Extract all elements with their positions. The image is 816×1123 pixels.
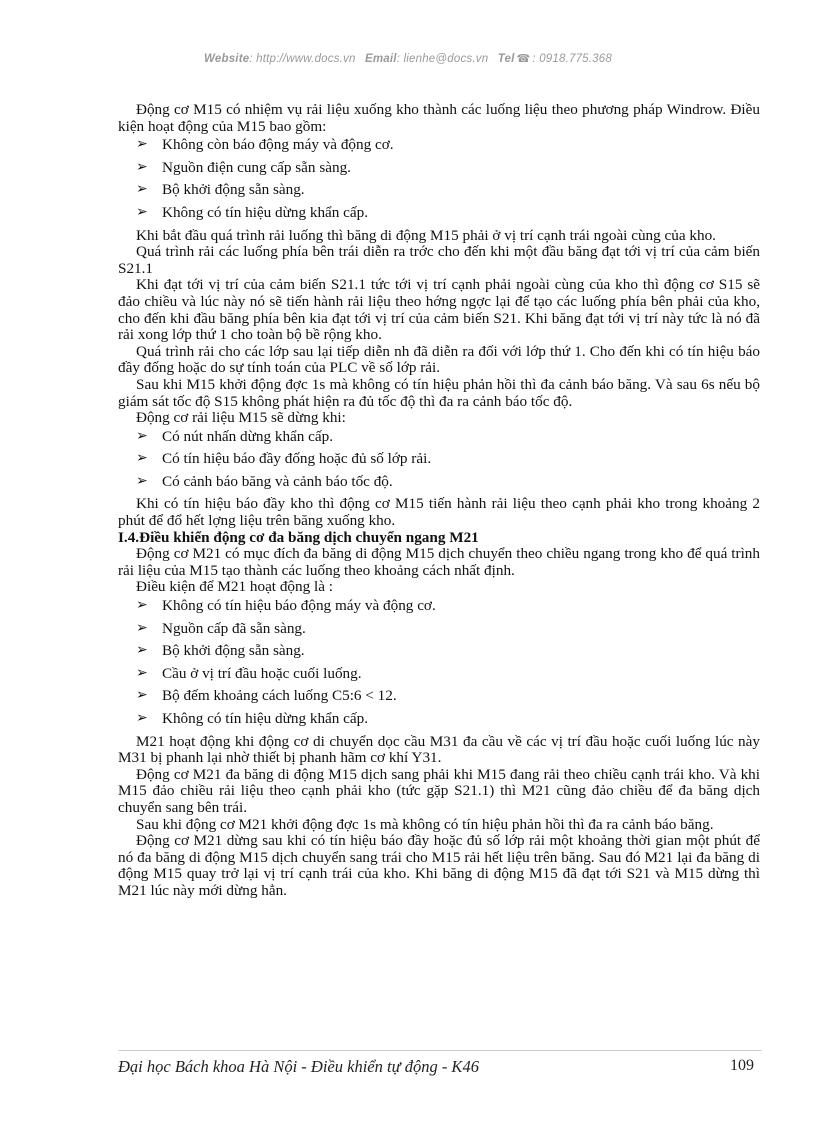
page-number: 109 [730,1057,754,1074]
email-label: Email [365,53,397,65]
paragraph-8: Khi có tín hiệu báo đầy kho thì động cơ M15 tiến hành rải liệu theo cạnh phải kho trong khoảng 2 phút để đổ hết lợng liệu trên băng xuống kho. [118,495,760,530]
arrow-bullet-icon: ➢ [136,451,148,467]
arrow-bullet-icon: ➢ [136,159,148,175]
arrow-bullet-icon: ➢ [136,182,148,198]
list-item: ➢ Nguồn điện cung cấp sẵn sàng. [136,158,351,176]
paragraph-10: Điều kiện để M21 hoạt động là : [136,578,333,596]
phone-icon: ☎ [516,53,531,65]
list-item: ➢ Không có tín hiệu dừng khẩn cấp. [136,710,369,727]
list-item: ➢ Không có tín hiệu báo động máy và động cơ. [136,597,436,615]
page-footer [118,1057,762,1077]
conditions-list-1 [118,137,760,221]
arrow-bullet-icon: ➢ [136,620,148,636]
list-item: ➢ Có cảnh báo băng và cảnh báo tốc độ. [136,472,393,490]
paragraph-3: Quá trình rải các luống phía bên trái diễn ra trớc cho đến khi một đầu băng đạt tới vị trí của cảm biến S21.1 [118,243,760,277]
arrow-bullet-icon: ➢ [136,473,148,489]
section-heading: I.4.Điều khiển động cơ đa băng dịch chuyển ngang M21 [118,528,479,546]
list-item: ➢ Có tín hiệu báo đầy đống hoặc đủ số lớp rải. [136,450,432,468]
list-item: ➢ Bộ khởi động sẵn sàng. [136,642,305,660]
arrow-bullet-icon: ➢ [136,137,148,153]
list-item: ➢ Nguồn cấp đã sẵn sàng. [136,619,306,637]
paragraph-1: Động cơ M15 có nhiệm vụ rải liệu xuống kho thành các luống liệu theo phương pháp Windrow. Điều kiện hoạt động của M15 bao gồm: [118,101,760,135]
paragraph-2: Khi bắt đầu quá trình rải luống thì băng di động M15 phải ở vị trí cạnh trái ngoài cùng của kho. [136,226,716,244]
footer-text: Đại học Bách khoa Hà Nội - Điều khiển tự động - K46 [118,1057,479,1076]
arrow-bullet-icon: ➢ [136,598,148,614]
paragraph-4: Khi đạt tới vị trí của cảm biến S21.1 tức tới vị trí cạnh phải ngoài cùng của kho thì động cơ S15 sẽ đảo chiều và lúc này nó sẽ tiến hành rải liệu theo hớng ngợc lại để tạo các luống phía bên phải của kho, cho đến khi đầu băng phía bên kia đạt tới vị trí của cảm biến S21. Khi băng đạt tới vị trí này tức là nó đã rải xong lớp thứ 1 cho toàn bộ bề rộng kho. [118,276,760,344]
document-body [118,102,760,900]
list-item: ➢ Bộ đếm khoảng cách luống C5:6 < 12. [136,687,397,705]
arrow-bullet-icon: ➢ [136,665,148,681]
footer-divider [118,1050,762,1051]
paragraph-13: Sau khi động cơ M21 khởi động đợc 1s mà không có tín hiệu phản hồi thì đa ra cảnh báo băng. [136,815,714,833]
paragraph-11: M21 hoạt động khi động cơ di chuyển dọc cầu M31 đa cầu về các vị trí đầu hoặc cuối luống lúc này M31 bị phanh lại nhờ thiết bị phanh hãm cơ khí Y31. [118,732,760,767]
conditions-list-2 [118,598,760,728]
arrow-bullet-icon: ➢ [136,643,148,659]
paragraph-7: Động cơ rải liệu M15 sẽ dừng khi: [136,409,346,427]
list-item: ➢ Bộ khởi động sẵn sàng. [136,181,305,199]
arrow-bullet-icon: ➢ [136,204,148,220]
tel-label: Tel [497,53,515,65]
list-item: ➢ Cầu ở vị trí đầu hoặc cuối luống. [136,664,362,682]
paragraph-12: Động cơ M21 đa băng di động M15 dịch sang phải khi M15 đang rải theo chiều cạnh trái kho. Và khi M15 đảo chiều rải liệu theo cạnh phải kho (tức gặp S21.1) thì M21 cũng đảo chiều để đa băng dịch chuyển sang bên trái. [118,765,760,816]
email-value: : lienhe@docs.vn [396,53,489,65]
page-header [0,52,816,65]
website-value: : http://www.docs.vn [249,53,356,65]
arrow-bullet-icon: ➢ [136,711,148,726]
stop-conditions-list [118,429,760,491]
tel-value: : 0918.775.368 [532,53,612,65]
website-label: Website [204,53,250,65]
list-item: ➢ Có nút nhấn dừng khẩn cấp. [136,427,334,445]
list-item: ➢ Không có tín hiệu dừng khẩn cấp. [136,203,369,221]
arrow-bullet-icon: ➢ [136,428,148,444]
paragraph-14: Động cơ M21 dừng sau khi có tín hiệu báo đầy hoặc đủ số lớp rải một khoảng thời gian một phút để nó đa băng di động M15 dịch chuyển sang trái cho M15 rải hết liệu trên băng. Sau đó M21 lại đa băng di động M15 quay trở lại vị trí cạnh trái của kho. Khi băng di động M15 đã đạt tới S21 và M15 dừng thì M21 lúc này mới dừng hẳn. [118,832,760,899]
paragraph-9: Động cơ M21 có mục đích đa băng di động M15 dịch chuyển theo chiều ngang trong kho để quá trình rải liệu của M15 tạo thành các luống theo khoảng cách nhất định. [118,545,760,579]
paragraph-6: Sau khi M15 khởi động đợc 1s mà không có tín hiệu phản hồi thì đa cảnh báo băng. Và sau 6s nếu bộ giám sát tốc độ S15 không phát hiện ra đủ tốc độ thì đa ra cảnh báo tốc độ. [118,375,760,410]
list-item: ➢ Không còn báo động máy và động cơ. [136,136,394,154]
arrow-bullet-icon: ➢ [136,688,148,704]
paragraph-5: Quá trình rải cho các lớp sau lại tiếp diễn nh đã diễn ra đối với lớp thứ 1. Cho đến khi có tín hiệu báo đầy đống hoặc do sự tính toán của PLC về số lớp rải. [118,342,760,377]
